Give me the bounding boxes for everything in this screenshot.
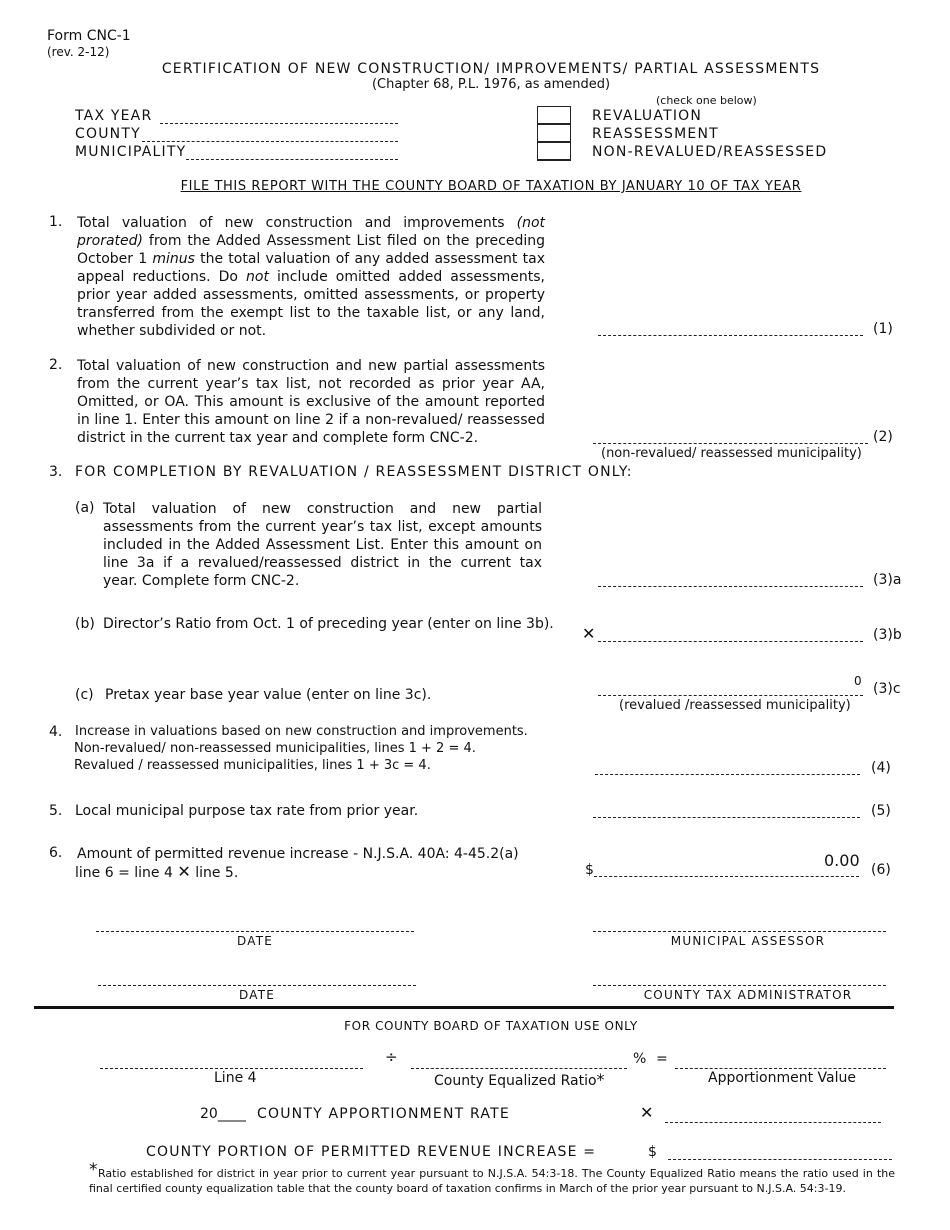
administrator-signature-field[interactable] <box>593 985 886 986</box>
item-6-line-2: line 6 = line 4 ✕ line 5. <box>75 862 239 881</box>
apportionment-value-label: Apportionment Value <box>708 1070 856 1086</box>
administrator-label: COUNTY TAX ADMINISTRATOR <box>643 988 853 1002</box>
item-1-number: 1. <box>49 214 63 230</box>
line-3c-note: (revalued /reassessed municipality) <box>619 698 851 713</box>
footnote-text: Ratio established for district in year prior to current year pursuant to N.J.S.A. 54:3-18. The County Equalized Ratio means the ratio used in the final certified county equalization table that the county board of taxation confirms in March of the prior year pursuant to N.J.S.A. 54:3-19. <box>89 1167 895 1195</box>
equalized-ratio-label: County Equalized Ratio* <box>434 1070 605 1089</box>
non-revalued-label: NON-REVALUED/REASSESSED <box>592 144 828 160</box>
portion-field[interactable] <box>668 1159 892 1160</box>
item-2-number: 2. <box>49 357 63 373</box>
line-6-ref: (6) <box>871 862 891 878</box>
county-field[interactable] <box>142 141 398 142</box>
check-hint: (check one below) <box>656 94 757 107</box>
reassessment-checkbox[interactable] <box>537 124 571 142</box>
assessor-signature-field[interactable] <box>593 931 886 932</box>
line4-label: Line 4 <box>214 1070 257 1086</box>
item-4-line-2: Non-revalued/ non-reassessed municipalities, lines 1 + 2 = 4. <box>74 741 476 756</box>
item-3-heading: FOR COMPLETION BY REVALUATION / REASSESSMENT DISTRICT ONLY: <box>75 464 633 480</box>
line-3b-ref: (3)b <box>873 627 902 643</box>
item-3b-text: Director’s Ratio from Oct. 1 of preceding year (enter on line 3b). <box>103 616 554 632</box>
footnote-star: * <box>89 1160 98 1180</box>
line-1-field[interactable] <box>598 335 863 336</box>
item-3-number: 3. <box>49 464 63 480</box>
line-2-ref: (2) <box>873 429 893 445</box>
date-label-2: DATE <box>238 988 276 1002</box>
line-2-note: (non-revalued/ reassessed municipality) <box>601 446 862 461</box>
line-2-field[interactable] <box>593 443 868 444</box>
filing-instruction: FILE THIS REPORT WITH THE COUNTY BOARD OF TAXATION BY JANUARY 10 OF TAX YEAR <box>180 179 802 194</box>
revaluation-label: REVALUATION <box>592 108 703 124</box>
form-subtitle: (Chapter 68, P.L. 1976, as amended) <box>371 77 611 92</box>
date-label-1: DATE <box>236 934 274 948</box>
item-4-line-3: Revalued / reassessed municipalities, lines 1 + 3c = 4. <box>74 758 431 773</box>
item-1-text: Total valuation of new construction and improvements (not prorated) from the Added Assessment List filed on the preceding October 1 minus the total valuation of any added assessment tax appeal reductions. Do not include omitted added assessments, prior year added assessments, omitted assessments, or property transferred from the exempt list to the taxable list, or any land, whether subdivided or not. <box>77 215 545 339</box>
item-3a-text: Total valuation of new construction and new partial assessments from the current year’s tax list, except amounts included in the Added Assessment List. Enter this amount on line 3a if a revalued/reassessed district in the current tax year. Complete form CNC-2. <box>103 501 542 589</box>
item-6-number: 6. <box>49 845 63 861</box>
line-5-ref: (5) <box>871 803 891 819</box>
line-6-currency: $ <box>585 862 594 878</box>
revaluation-checkbox[interactable] <box>537 106 571 124</box>
multiply-icon: ✕ <box>582 624 596 643</box>
equalized-ratio-field[interactable] <box>411 1068 627 1069</box>
line-6-field[interactable] <box>594 876 859 877</box>
municipality-label: MUNICIPALITY <box>75 144 187 160</box>
item-5-number: 5. <box>49 803 63 819</box>
municipality-field[interactable] <box>186 159 398 160</box>
line-4-field[interactable] <box>595 774 860 775</box>
reassessment-label: REASSESSMENT <box>592 126 719 142</box>
line-3c-value: 0 <box>854 674 862 688</box>
percent-sign: % <box>633 1051 647 1067</box>
item-2-text: Total valuation of new construction and new partial assessments from the current year’s tax list, not recorded as prior year AA, Omitted, or OA. This amount is exclusive of the amount reported in line 1. Enter this amount on line 2 if a non-revalued/ reassessed district in the current tax year and complete form CNC-2. <box>77 358 545 446</box>
line-4-ref: (4) <box>871 760 891 776</box>
item-5-text: Local municipal purpose tax rate from prior year. <box>75 803 419 819</box>
item-3c-label: (c) <box>75 687 94 703</box>
item-3a-label: (a) <box>75 500 95 516</box>
date-field-1[interactable] <box>96 931 414 932</box>
county-rate-field[interactable] <box>665 1122 881 1123</box>
item-4-number: 4. <box>49 724 63 740</box>
rate-label: COUNTY APPORTIONMENT RATE <box>257 1106 510 1122</box>
line-5-field[interactable] <box>593 817 860 818</box>
rate-year-prefix: 20____ <box>200 1106 246 1122</box>
divide-sign: ÷ <box>385 1048 398 1066</box>
date-field-2[interactable] <box>98 985 416 986</box>
multiply-icon-2: ✕ <box>640 1103 654 1122</box>
line-3a-ref: (3)a <box>873 572 902 588</box>
county-label: COUNTY <box>75 126 141 142</box>
item-3b-label: (b) <box>75 616 95 632</box>
form-id: Form CNC-1 <box>47 28 131 44</box>
line-3a-field[interactable] <box>598 586 863 587</box>
item-4-line-1: Increase in valuations based on new construction and improvements. <box>75 724 528 739</box>
line-3b-field[interactable] <box>598 641 863 642</box>
portion-currency: $ <box>648 1144 657 1160</box>
tax-year-field[interactable] <box>160 123 398 124</box>
portion-label: COUNTY PORTION OF PERMITTED REVENUE INCREASE = <box>146 1144 597 1160</box>
county-heading: FOR COUNTY BOARD OF TAXATION USE ONLY <box>344 1019 638 1033</box>
non-revalued-checkbox[interactable] <box>537 142 571 160</box>
tax-year-label: TAX YEAR <box>75 108 153 124</box>
apportionment-value-field[interactable] <box>675 1068 886 1069</box>
times-icon: ✕ <box>177 862 191 881</box>
equals-sign: = <box>656 1051 668 1067</box>
line-3c-ref: (3)c <box>873 681 901 697</box>
assessor-label: MUNICIPAL ASSESSOR <box>670 934 826 948</box>
line-3c-field[interactable] <box>598 695 863 696</box>
county-line4-field[interactable] <box>100 1068 363 1069</box>
form-revision: (rev. 2-12) <box>47 45 110 59</box>
section-divider <box>34 1006 894 1009</box>
item-3c-text: Pretax year base year value (enter on line 3c). <box>105 687 432 703</box>
item-6-line-1: Amount of permitted revenue increase - N.J.S.A. 40A: 4-45.2(a) <box>77 846 519 862</box>
line-6-value: 0.00 <box>824 851 860 870</box>
form-title: CERTIFICATION OF NEW CONSTRUCTION/ IMPROVEMENTS/ PARTIAL ASSESSMENTS <box>161 61 821 77</box>
line-1-ref: (1) <box>873 321 893 337</box>
